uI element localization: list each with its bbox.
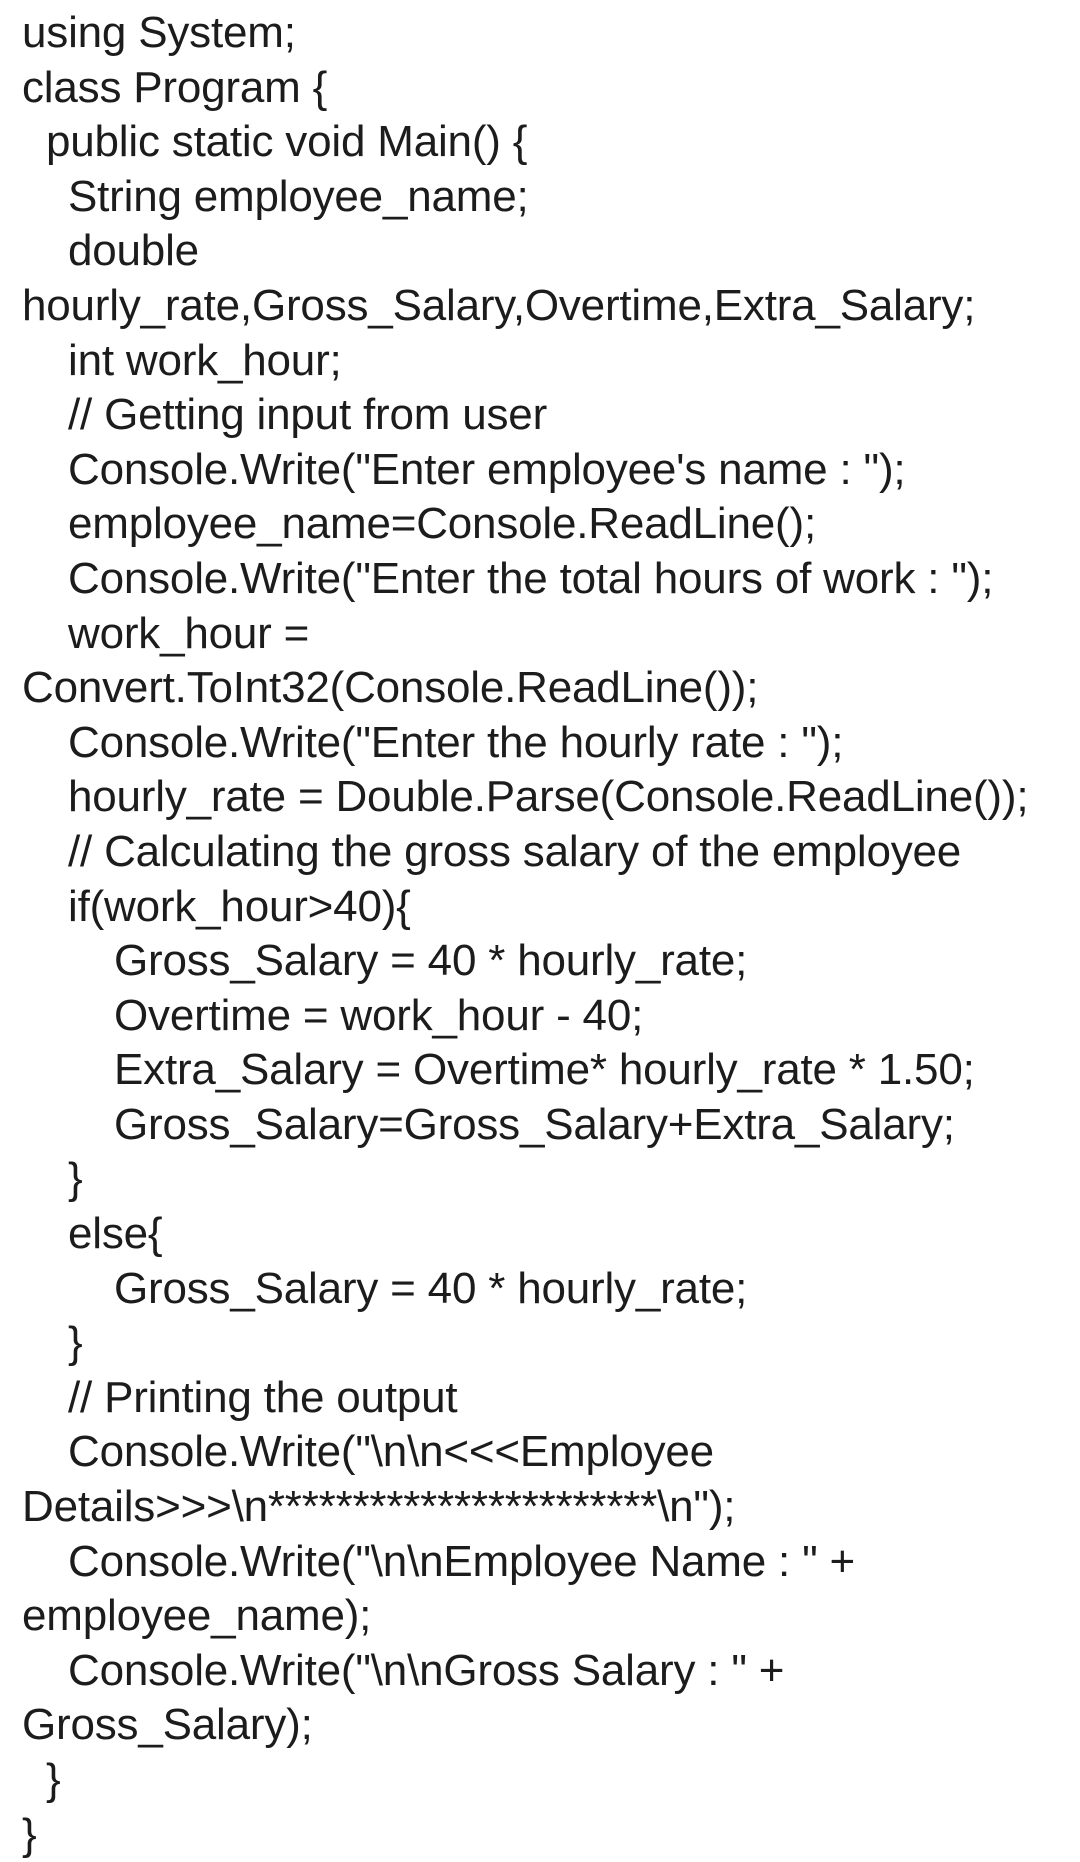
code-line-13: Convert.ToInt32(Console.ReadLine()); — [22, 663, 759, 713]
code-line-28: Details>>>\n***********************\n"); — [22, 1482, 736, 1532]
code-line-19: Overtime = work_hour - 40; — [114, 990, 644, 1040]
code-line-1: using System; — [22, 8, 296, 57]
code-line-21: Gross_Salary=Gross_Salary+Extra_Salary; — [114, 1099, 955, 1149]
code-line-11: Console.Write("Enter the total hours of work : "); — [68, 553, 994, 603]
code-line-5: double — [68, 226, 199, 276]
code-line-14: Console.Write("Enter the hourly rate : "); — [68, 717, 844, 767]
code-line-15: hourly_rate = Double.Parse(Console.ReadLine()); — [68, 772, 1029, 822]
code-line-20: Extra_Salary = Overtime* hourly_rate * 1.50; — [114, 1045, 975, 1095]
code-line-34: } — [22, 1809, 37, 1859]
code-line-33: } — [46, 1755, 61, 1804]
code-line-6: hourly_rate,Gross_Salary,Overtime,Extra_Salary; — [22, 280, 976, 330]
code-comment-2: // Calculating the gross salary of the employee — [68, 826, 962, 876]
code-line-30: employee_name); — [22, 1591, 372, 1641]
code-line-7: int work_hour; — [68, 335, 342, 385]
code-line-27: Console.Write("\n\n<<<Employee — [68, 1427, 714, 1477]
code-line-12: work_hour = — [68, 608, 310, 658]
code-line-3: public static void Main() { — [46, 117, 528, 167]
code-line-9: Console.Write("Enter employee's name : "); — [68, 444, 906, 494]
code-line-29: Console.Write("\n\nEmployee Name : " + — [68, 1536, 856, 1586]
code-line-22: } — [68, 1154, 83, 1204]
code-line-2: class Program { — [22, 62, 328, 112]
code-line-10: employee_name=Console.ReadLine(); — [68, 499, 816, 549]
code-comment-3: // Printing the output — [68, 1372, 458, 1422]
code-line-23: else{ — [68, 1209, 163, 1259]
code-line-18: Gross_Salary = 40 * hourly_rate; — [114, 936, 748, 986]
code-line-31: Console.Write("\n\nGross Salary : " + — [68, 1645, 785, 1695]
code-line-25: } — [68, 1318, 83, 1368]
code-line-4: String employee_name; — [68, 171, 529, 221]
code-line-17: if(work_hour>40){ — [68, 881, 411, 931]
code-line-24: Gross_Salary = 40 * hourly_rate; — [114, 1263, 748, 1313]
code-comment-1: // Getting input from user — [68, 390, 548, 440]
code-line-32: Gross_Salary); — [22, 1700, 313, 1750]
